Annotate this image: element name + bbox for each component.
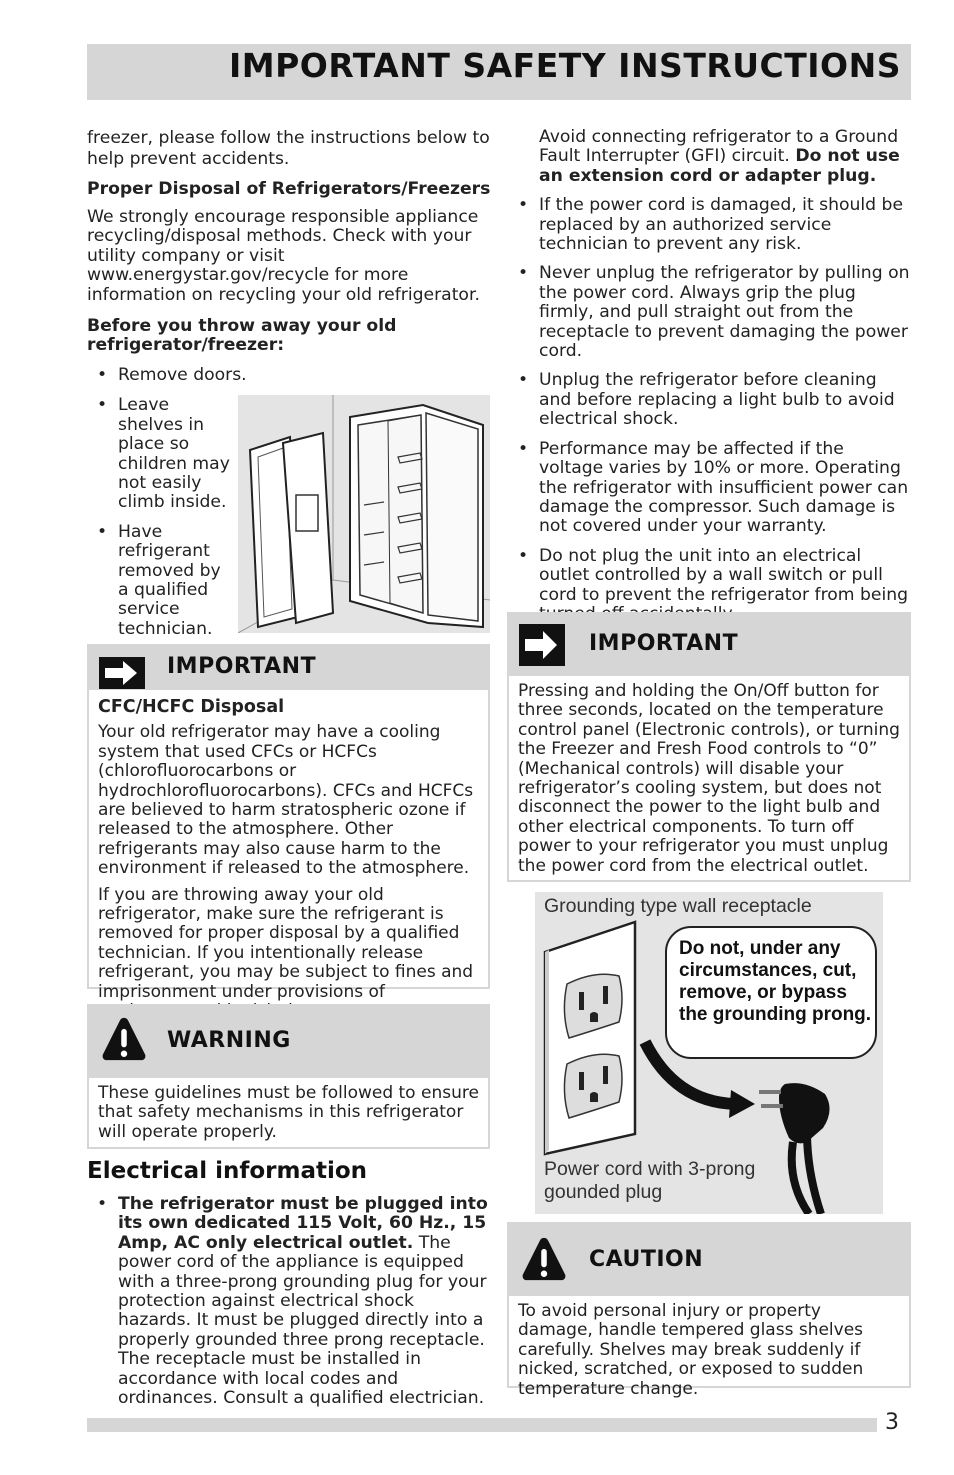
- disposal-section: [87, 128, 492, 356]
- important-box-cfc: [87, 644, 490, 1002]
- caution-box-header: [509, 1224, 909, 1296]
- important-title: IMPORTANT: [167, 654, 317, 679]
- electrical-section: [87, 1195, 492, 1418]
- list-item: • If the power cord is damaged, it should be replaced by an authorized service technician to prevent any risk.: [508, 196, 913, 254]
- cfc-paragraph-1: Your old refrigerator may have a cooling system that used CFCs or HCFCs (chlorofluorocarbons or hydrochlorofluorocarbons). CFCs and HCFCs are believed to harm stratospheric ozone if released to the atmosphere. Other refrigerants may also cause harm to the environment if released to the atmosphere.: [98, 722, 474, 879]
- power-cord-section: [508, 128, 913, 634]
- gfi-warning: Do not use an extension cord or adapter plug.: [539, 146, 900, 186]
- warning-title: WARNING: [167, 1028, 291, 1053]
- electrical-heading: Electrical information: [87, 1158, 368, 1184]
- electrical-requirement: The refrigerator must be plugged into its own dedicated 115 Volt, 60 Hz., 15 Amp, AC only electrical outlet.: [118, 1194, 488, 1253]
- receptacle-caption: Grounding type wall receptacle: [544, 895, 812, 917]
- callout-text: Do not, under any circumstances, cut, remove, or bypass the grounding prong.: [679, 938, 872, 1025]
- list-item: • Leave shelves in place so children may not easily climb inside.: [87, 396, 233, 512]
- important-box-header: [89, 646, 488, 690]
- refrigerator-doors-removed-illustration: [238, 395, 490, 633]
- warning-box-header: [89, 1006, 488, 1078]
- cfc-paragraph-2: If you are throwing away your old refrigerator, make sure the refrigerant is removed for proper disposal by a qualified technician. If you intentionally release refrigerant, you may be subject to fines and imprisonment under provisions of: [98, 884, 474, 1002]
- warning-triangle-icon: [99, 1016, 149, 1062]
- warning-box: [87, 1004, 490, 1149]
- caution-text: To avoid personal injury or property damage, handle tempered glass shelves carefully. Shelves may break suddenly if nicked, scratched, or exposed to sudden temperature change.: [518, 1301, 864, 1399]
- important-power-text: Pressing and holding the On/Off button for three seconds, located on the temperature control panel (Electronic controls), or turning the Freezer and Fresh Food controls to “0” (Mechanical controls) will disable your refrigerator’s cooling system, but does not disconnect the power to the light bulb and other electrical components. To turn off power to your refrigerator you must unplug the power cord from the electrical outlet.: [518, 681, 900, 876]
- list-item: • Have refrigerant removed by a qualified service technician.: [87, 523, 233, 639]
- power-cord-caption: Power cord with 3-prong gounded plug: [544, 1158, 756, 1203]
- page-number: 3: [885, 1410, 899, 1435]
- important-title: IMPORTANT: [589, 631, 739, 656]
- list-item: • Never unplug the refrigerator by pulling on the power cord. Always grip the plug firmly, and pull straight out from the receptacle to prevent damaging the power cord.: [508, 264, 913, 361]
- list-item: • Remove doors.: [87, 366, 298, 385]
- cfc-subheading: CFC/HCFC Disposal: [98, 697, 285, 717]
- list-item: • Unplug the refrigerator before cleaning and before replacing a light bulb to avoid electrical shock.: [508, 371, 913, 429]
- arrow-right-icon: [99, 652, 145, 694]
- intro-text: freezer, please follow the instructions below to help prevent accidents.: [87, 128, 490, 169]
- gfi-paragraph: [508, 128, 913, 186]
- disposal-text: We strongly encourage responsible appliance recycling/disposal methods. Check with your utility company or visit www.energystar.gov/recycle for more information on recycling your old refrigerator.: [87, 207, 480, 305]
- page-title: IMPORTANT SAFETY INSTRUCTIONS: [228, 46, 901, 85]
- warning-text: These guidelines must be followed to ensure that safety mechanisms in this refrigerator will operate properly.: [98, 1083, 479, 1142]
- grounding-prong-callout: [665, 926, 877, 1059]
- important-box-power: [507, 612, 911, 882]
- grounding-receptacle-figure: [535, 892, 883, 1214]
- caution-box: [507, 1222, 911, 1399]
- arrow-right-icon: [519, 624, 565, 666]
- before-heading: Before you throw away your old refrigerator/freezer:: [87, 316, 397, 356]
- page-header: [87, 44, 911, 100]
- footer-bar: [87, 1418, 877, 1432]
- caution-title: CAUTION: [589, 1247, 704, 1272]
- list-item: • Performance may be affected if the voltage varies by 10% or more. Operating the refrigerator with insufficient power can damage the compressor. Such damage is not covered under your warranty.: [508, 440, 913, 537]
- electrical-detail: The power cord of the appliance is equipped with a three-prong grounding plug for your protection against electrical shock hazards. It must be plugged directly into a properly grounded three prong receptacle. The receptacle must be installed in accordance with local codes and ordinances. Consult a qualified electrician.: [118, 1232, 487, 1409]
- disposal-heading: Proper Disposal of Refrigerators/Freezers: [87, 179, 491, 199]
- list-item: • Do not plug the unit into an electrical outlet controlled by a wall switch or pull cord to prevent the refrigerator from being: [508, 547, 913, 625]
- gfi-text: Avoid connecting refrigerator to a Ground Fault Interrupter (GFI) circuit.: [539, 127, 899, 167]
- warning-triangle-icon: [519, 1236, 569, 1282]
- list-item: [87, 1195, 492, 1408]
- important-box-header: [509, 614, 909, 676]
- disposal-bullets: [87, 366, 247, 649]
